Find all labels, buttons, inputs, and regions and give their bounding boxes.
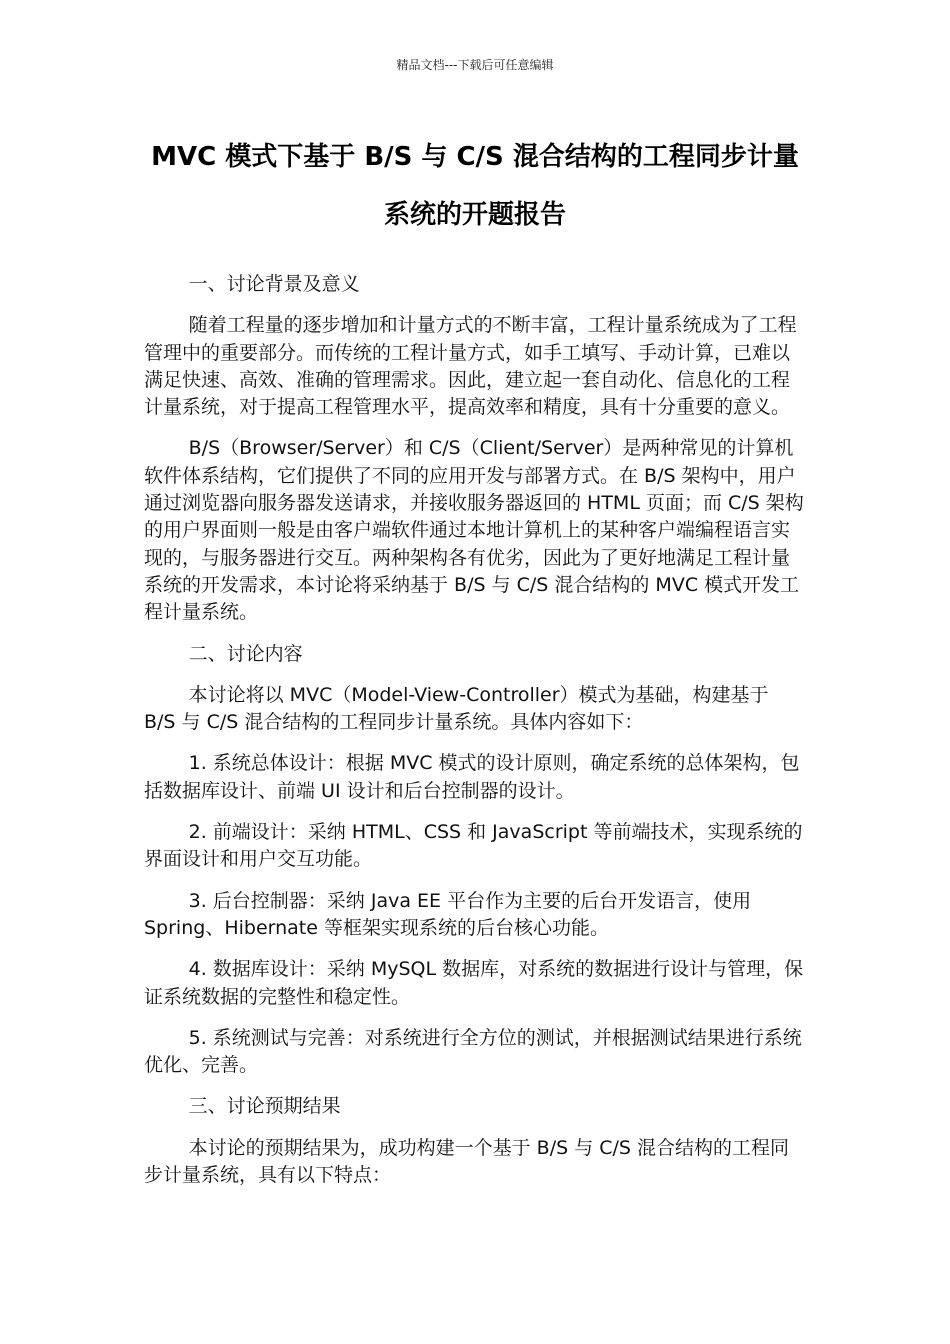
list-item: 5. 系统测试与完善：对系统进行全方位的测试，并根据测试结果进行系统优化、完善。 bbox=[144, 1026, 802, 1077]
paragraph: 随着工程量的逐步增加和计量方式的不断丰富，工程计量系统成为了工程管理中的重要部分。而传统的工程计量方式，如手工填写、手动计算，已难以满足快速、高效、准确的管理需求。因此，建立起一套自动化、信息化的工程计量系统，对于提高工程管理水平，提高效率和精度，具有十分重要的意义。 bbox=[144, 314, 797, 419]
page-header: 精品文档---下载后可任意编辑 bbox=[396, 58, 554, 72]
section-heading-2: 二、讨论内容 bbox=[188, 642, 303, 665]
list-item: 3. 后台控制器：采纳 Java EE 平台作为主要的后台开发语言，使用 Spring、Hibernate 等框架实现系统的后台核心功能。 bbox=[144, 889, 752, 939]
list-item: 4. 数据库设计：采纳 MySQL 数据库，对系统的数据进行设计与管理，保证系统数据的完整性和稳定性。 bbox=[144, 958, 804, 1008]
document-body bbox=[144, 271, 806, 1203]
list-item: 1. 系统总体设计：根据 MVC 模式的设计原则，确定系统的总体架构，包括数据库设计、前端 UI 设计和后台控制器的设计。 bbox=[144, 752, 800, 802]
document-title: MVC 模式下基于 B/S 与 C/S 混合结构的工程同步计量系统的开题报告 bbox=[151, 142, 799, 230]
paragraph: B/S（Browser/Server）和 C/S（Client/Server）是两种常见的计算机软件体系结构，它们提供了不同的应用开发与部署方式。在 B/S 架构中，用户通过浏览器向服务器发送请求，并接收服务器返回的 HTML 页面；而 C/S 架构的用户界面则一般是由客户端软件通过本地计算机上的某种客户端编程语言实现的，与服务器进行交互。两种架构各有优劣，因此为了更好地满足工程计量系统的开发需求，本讨论将采纳基于 B/S 与 C/S 混合结构的 MVC 模式开发工程计量系统。 bbox=[144, 437, 804, 624]
paragraph: 本讨论将以 MVC（Model-View-Controller）模式为基础，构建基于 B/S 与 C/S 混合结构的工程同步计量系统。具体内容如下： bbox=[144, 683, 769, 734]
section-heading-1: 一、讨论背景及意义 bbox=[188, 273, 360, 295]
list-item: 2. 前端设计：采纳 HTML、CSS 和 JavaScript 等前端技术，实现系统的界面设计和用户交互功能。 bbox=[144, 821, 803, 871]
paragraph: 本讨论的预期结果为，成功构建一个基于 B/S 与 C/S 混合结构的工程同步计量系统，具有以下特点： bbox=[144, 1136, 790, 1187]
section-heading-3: 三、讨论预期结果 bbox=[188, 1095, 341, 1118]
